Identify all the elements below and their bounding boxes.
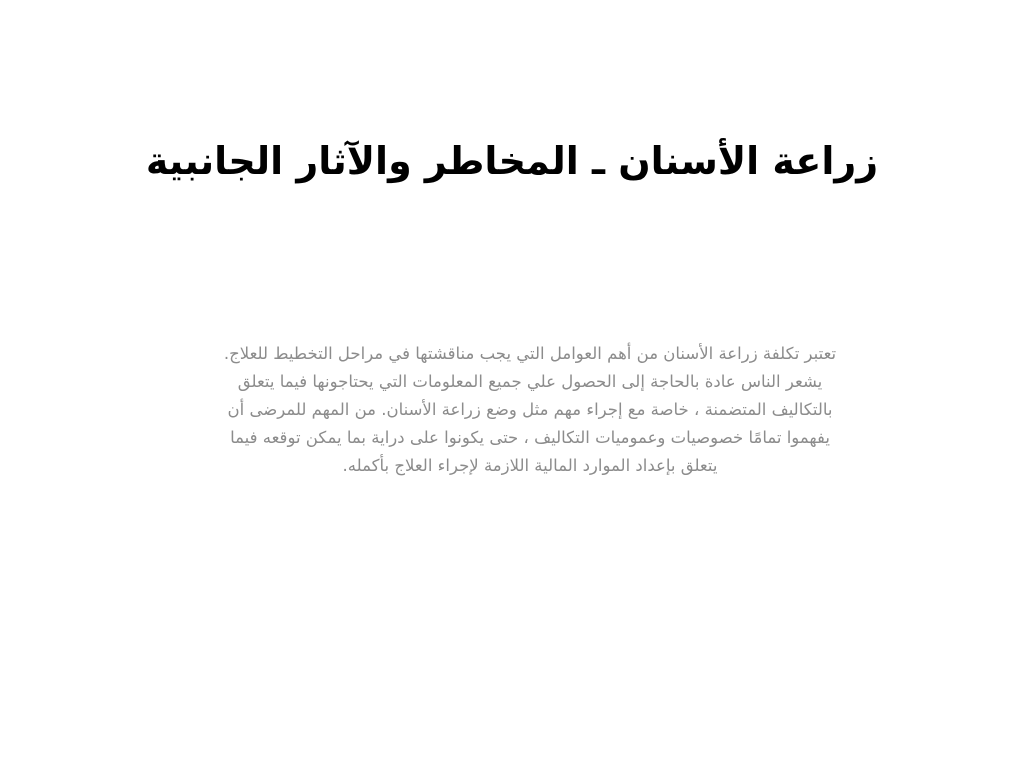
- body-line: يشعر الناس عادة بالحاجة إلى الحصول علي جميع المعلومات التي يحتاجونها فيما يتعلق: [237, 372, 823, 391]
- body-line: بالتكاليف المتضمنة ، خاصة مع إجراء مهم مثل وضع زراعة الأسنان. من المهم للمرضى أن: [227, 400, 833, 419]
- slide-title: زراعة الأسنان ـ المخاطر والآثار الجانبية: [145, 139, 879, 183]
- body-line: يتعلق بإعداد الموارد المالية اللازمة لإجراء العلاج بأكمله.: [342, 456, 718, 475]
- slide-body-text: [130, 340, 930, 480]
- body-line: تعتبر تكلفة زراعة الأسنان من أهم العوامل التي يجب مناقشتها في مراحل التخطيط للعلاج.: [223, 344, 837, 363]
- body-line: يفهموا تمامًا خصوصيات وعموميات التكاليف ، حتى يكونوا على دراية بما يمكن توقعه فيما: [230, 428, 830, 447]
